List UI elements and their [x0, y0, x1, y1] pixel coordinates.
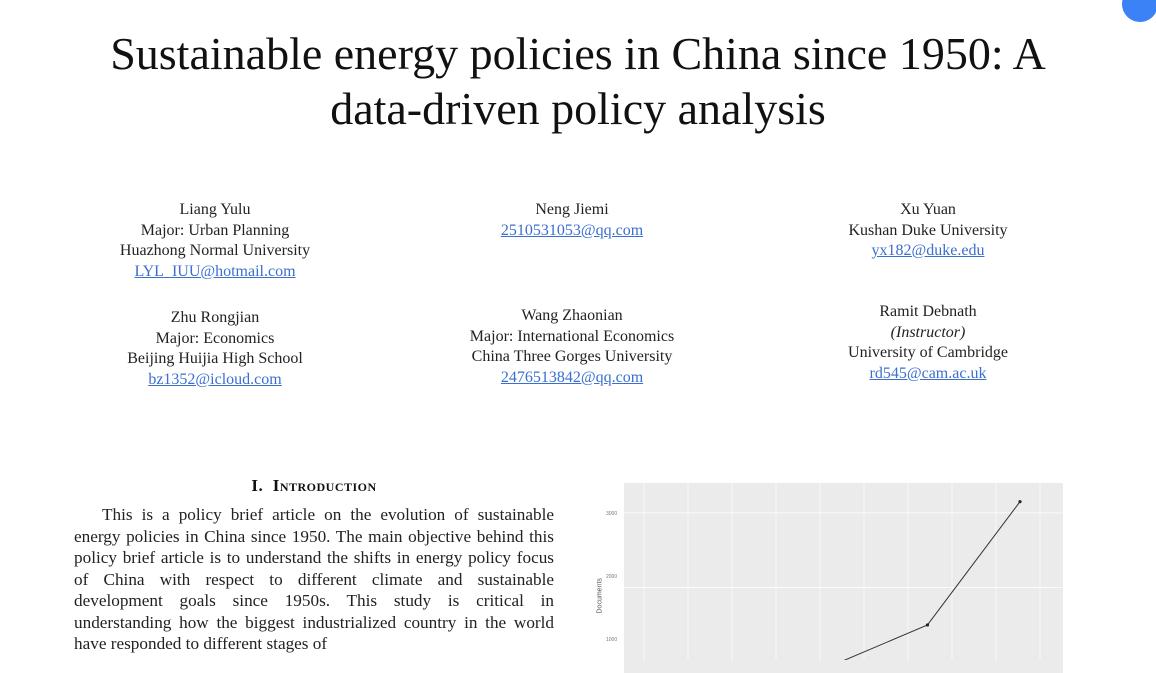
intro-paragraph: This is a policy brief article on the evolution of sustainable energy policies in China since 1950. The main objective behind this policy brief article is to understand the shifts in energy policy focus of China with respect to different climate and sustainable development goals since 1950s. This study is critical in understanding how the biggest industrialized country in the world have responded to different stages of — [74, 505, 554, 653]
author-name: Ramit Debnath — [879, 303, 977, 320]
chart-y-tick: 1000 — [606, 637, 618, 643]
author-major: Major: International Economics — [469, 327, 675, 345]
author-affiliation: Huazhong Normal University — [119, 242, 311, 259]
author-name: Liang Yulu — [179, 201, 251, 218]
section-number: I. — [251, 476, 264, 495]
author-block — [808, 302, 1048, 384]
author-affiliation: Beijing Huijia High School — [127, 350, 303, 367]
author-major: Major: Economics — [155, 329, 275, 347]
author-affiliation: University of Cambridge — [848, 344, 1008, 361]
author-email-link[interactable]: 2476513842@qq.com — [500, 368, 644, 386]
chart-y-tick: 2000 — [606, 574, 618, 580]
author-affiliation: China Three Gorges University — [471, 348, 673, 365]
author-name: Wang Zhaonian — [521, 307, 623, 324]
author-name: Neng Jiemi — [535, 201, 609, 218]
chart-y-tick: 3000 — [606, 511, 618, 517]
paper-title: Sustainable energy policies in China since 1950: A data-driven policy analysis — [110, 28, 1046, 134]
chart-y-axis-label: Documents — [596, 578, 604, 614]
chart-panel — [624, 483, 1063, 673]
line-chart — [624, 483, 1063, 660]
author-name: Xu Yuan — [900, 201, 956, 218]
chart-point — [926, 623, 929, 626]
author-block — [432, 306, 712, 388]
author-affiliation: Kushan Duke University — [848, 221, 1008, 239]
author-name: Zhu Rongjian — [170, 309, 260, 326]
author-role: (Instructor) — [890, 323, 966, 341]
author-block — [452, 200, 692, 241]
section-title: Introduction — [272, 476, 377, 495]
author-email-link[interactable]: LYL_IUU@hotmail.com — [134, 262, 296, 280]
author-email-link[interactable]: yx182@duke.edu — [871, 242, 985, 259]
author-email-link[interactable]: 2510531053@qq.com — [500, 221, 644, 239]
author-major: Major: Urban Planning — [140, 221, 290, 239]
author-block — [95, 200, 335, 282]
app-badge-icon[interactable] — [1122, 0, 1156, 22]
chart-series-line — [664, 502, 1020, 660]
author-email-link[interactable]: bz1352@icloud.com — [148, 370, 282, 388]
author-block — [808, 200, 1048, 262]
section-heading — [74, 476, 554, 496]
author-email-link[interactable]: rd545@cam.ac.uk — [869, 364, 987, 382]
chart-point — [1018, 500, 1021, 503]
author-block — [95, 308, 335, 390]
